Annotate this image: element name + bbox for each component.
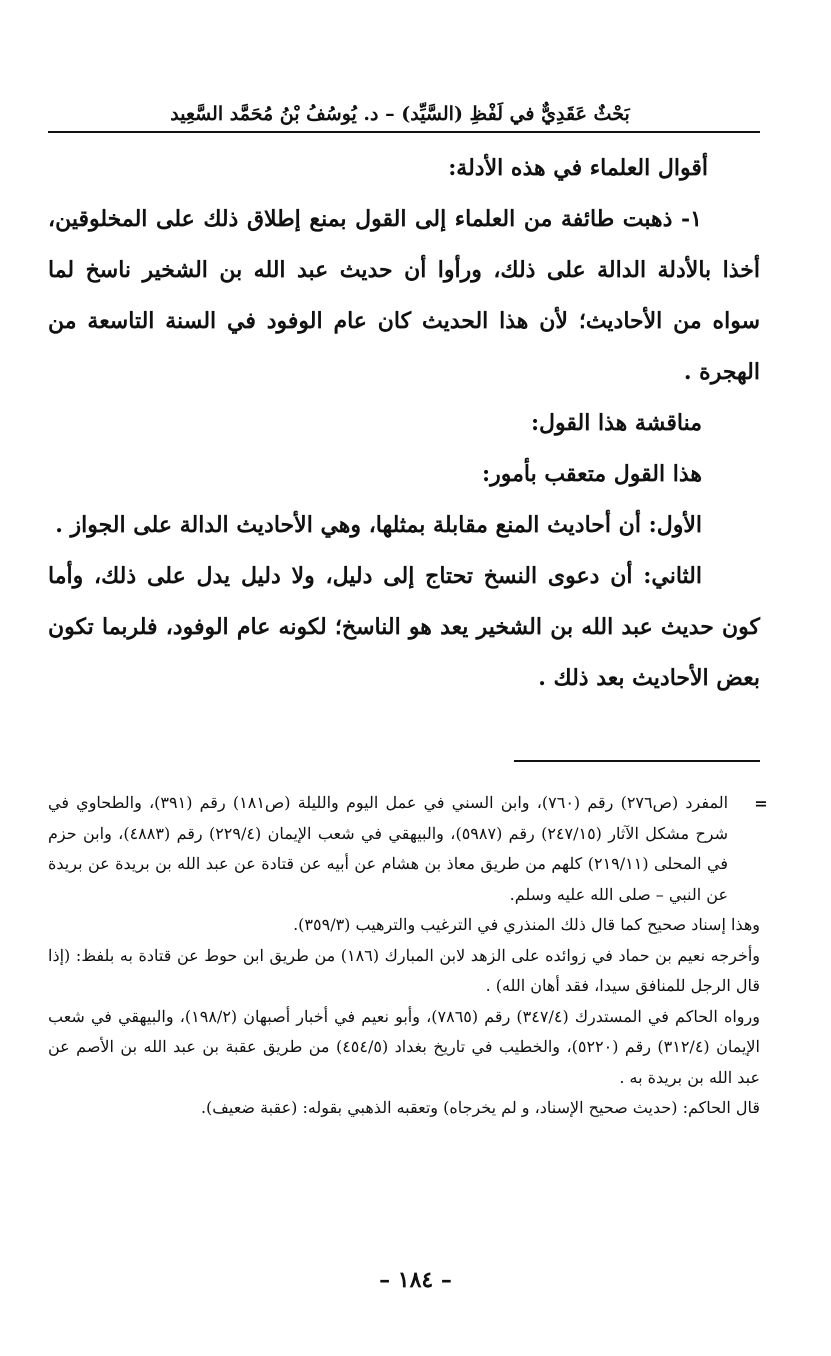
main-text <box>48 143 760 704</box>
footnote-paragraph-1: المفرد (ص٢٧٦) رقم (٧٦٠)، وابن السني في عمل اليوم والليلة (ص١٨١) رقم (٣٩١)، والطحاوي في شرح مشكل الآثار (٢٤٧/١٥) رقم (٥٩٨٧)، والبيهقي في شعب الإيمان (٢٢٩/٤) رقم (٤٨٨٣)، وابن حزم في المحلى (٢١٩/١١) كلهم من طريق معاذ بن هشام عن أبيه عن قتادة عن عبد الله بن بريدة عن بريدة عن النبي – صلى الله عليه وسلم. <box>48 793 729 904</box>
running-header: بَحْثٌ عَقَدِيٌّ في لَفْظِ (السَّيِّد) – د. يُوسُفُ بْنُ مُحَمَّد السَّعِيد <box>170 103 630 125</box>
paragraph-1: ١- ذهبت طائفة من العلماء إلى القول بمنع إطلاق ذلك على المخلوقين، أخذا بالأدلة الدالة على ذلك، ورأوا أن حديث عبد الله بن الشخير ناسخ لما سواه من الأحاديث؛ لأن هذا الحديث كان عام الوفود في السنة التاسعة من الهجرة . <box>48 206 760 385</box>
paragraph-2: مناقشة هذا القول: <box>530 410 702 436</box>
paragraph-5: الثاني: أن دعوى النسخ تحتاج إلى دليل، ولا دليل يدل على ذلك، وأما كون حديث عبد الله بن الشخير يعد هو الناسخ؛ لكونه عام الوفود، فلربما تكون بعض الأحاديث بعد ذلك . <box>48 563 760 691</box>
footnote-paragraph-4: ورواه الحاكم في المستدرك (٣٤٧/٤) رقم (٧٨٦٥)، وأبو نعيم في أخبار أصبهان (١٩٨/٢)، والبيهقي في شعب الإيمان (٣١٢/٤) رقم (٥٢٢٠)، والخطيب في تاريخ بغداد (٤٥٤/٥) من طريق عقبة بن عبد الله بن الأصم عن عبد الله بن بريدة به . <box>48 1006 760 1087</box>
footnote-paragraph-2: وهذا إسناد صحيح كما قال ذلك المنذري في الترغيب والترهيب (٣٥٩/٣). <box>293 915 760 934</box>
footnote-paragraph-5: قال الحاكم: (حديث صحيح الإسناد، و لم يخرجاه) وتعقبه الذهبي بقوله: (عقبة ضعيف). <box>200 1098 760 1117</box>
footnotes <box>48 788 760 1124</box>
footnote-continuation-mark: = <box>754 794 768 813</box>
footnote-paragraph-3: وأخرجه نعيم بن حماد في زوائده على الزهد لابن المبارك (١٨٦) من طريق ابن حوط عن قتادة به بلفظ: (إذا قال الرجل للمنافق سيدا، فقد أهان الله) . <box>48 945 761 995</box>
footnote-divider <box>514 760 760 762</box>
section-heading: أقوال العلماء في هذه الأدلة: <box>448 155 708 181</box>
paragraph-3: هذا القول متعقب بأمور: <box>481 461 702 487</box>
header-divider <box>48 131 760 133</box>
page-number: – ١٨٤ – <box>379 1267 452 1293</box>
paragraph-4: الأول: أن أحاديث المنع مقابلة بمثلها، وهي الأحاديث الدالة على الجواز . <box>55 512 702 538</box>
